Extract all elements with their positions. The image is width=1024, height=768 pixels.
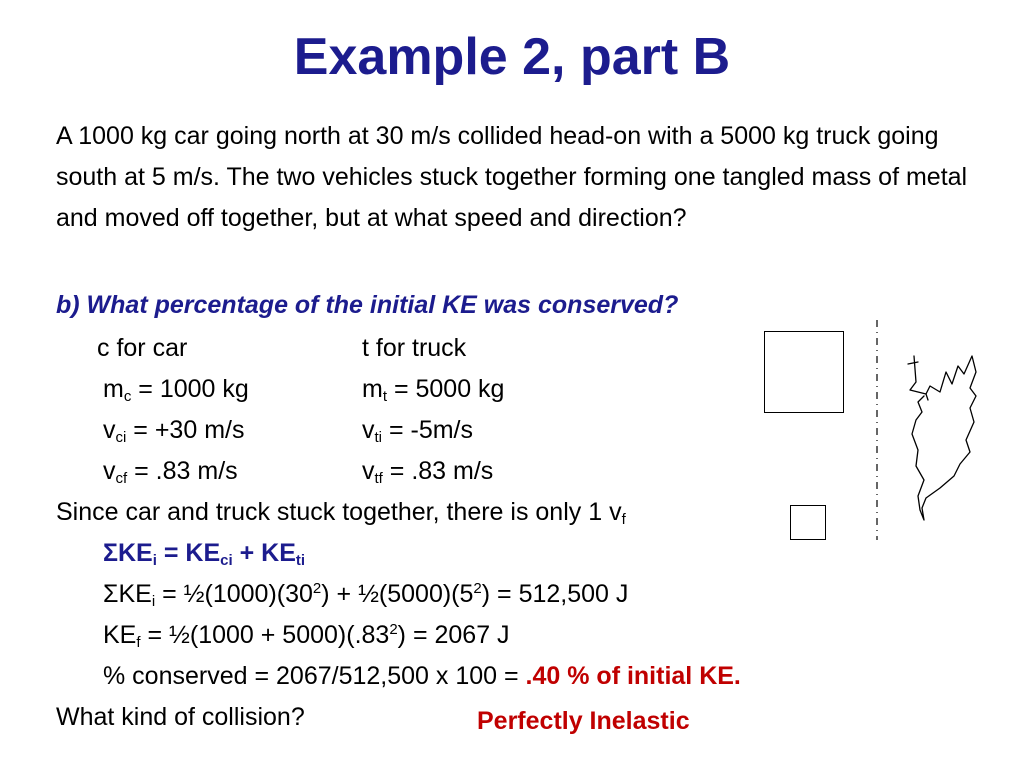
car-mass: $m_c = 1000$ kg xyxy=(103,375,249,405)
car-label: c for car xyxy=(97,334,188,362)
car-final-velocity: $v_{cf} = .83$ m/s xyxy=(103,457,238,487)
percent-answer: .40 % of initial KE. xyxy=(525,662,741,690)
collision-question: What kind of collision? xyxy=(56,703,305,731)
truck-initial-velocity: $v_{ti} = -5m/s$ xyxy=(362,416,473,446)
problem-statement: A 1000 kg car going north at 30 m/s collided head-on with a 5000 kg truck going south at 5 m/s. The two vehicles stuck together forming one tangled mass of metal and moved off together, but at what speed and direction? xyxy=(56,122,968,232)
slide-title: Example 2, part B xyxy=(293,28,731,86)
since-statement: Since car and truck stuck together, there is only 1 $v_f$ xyxy=(56,498,626,528)
car-box xyxy=(790,505,826,540)
question-b: b) What percentage of the initial KE was conserved? xyxy=(56,291,679,319)
truck-label: t for truck xyxy=(362,334,467,362)
divider-dashed-line xyxy=(866,318,880,542)
truck-box xyxy=(764,331,844,413)
crumpled-wreck-sketch xyxy=(900,348,985,528)
ke-final-calculation: $KE_f$ = ½(1000 + $5000)(.83^2) = 2067$ J xyxy=(103,621,510,651)
percent-conserved: % conserved = 2067/512,500 x 100 = .40 % of initial KE. xyxy=(103,662,741,690)
truck-final-velocity: $v_{tf} = .83$ m/s xyxy=(362,457,494,487)
car-initial-velocity: $v_{ci} = +30$ m/s xyxy=(103,416,245,446)
truck-mass: $m_t = 5000$ kg xyxy=(362,375,505,405)
ke-initial-calculation: $\Sigma KE_i$ = $\frac{1}{2}(1000)(30^2)$ + $\frac{1}{2}(5000)(5^2) = 512,500$ J xyxy=(103,580,629,610)
collision-answer: Perfectly Inelastic xyxy=(477,707,690,735)
ke-initial-equation: $\Sigma KE_i = KE_{ci} + KE_{ti}$ xyxy=(103,539,306,569)
